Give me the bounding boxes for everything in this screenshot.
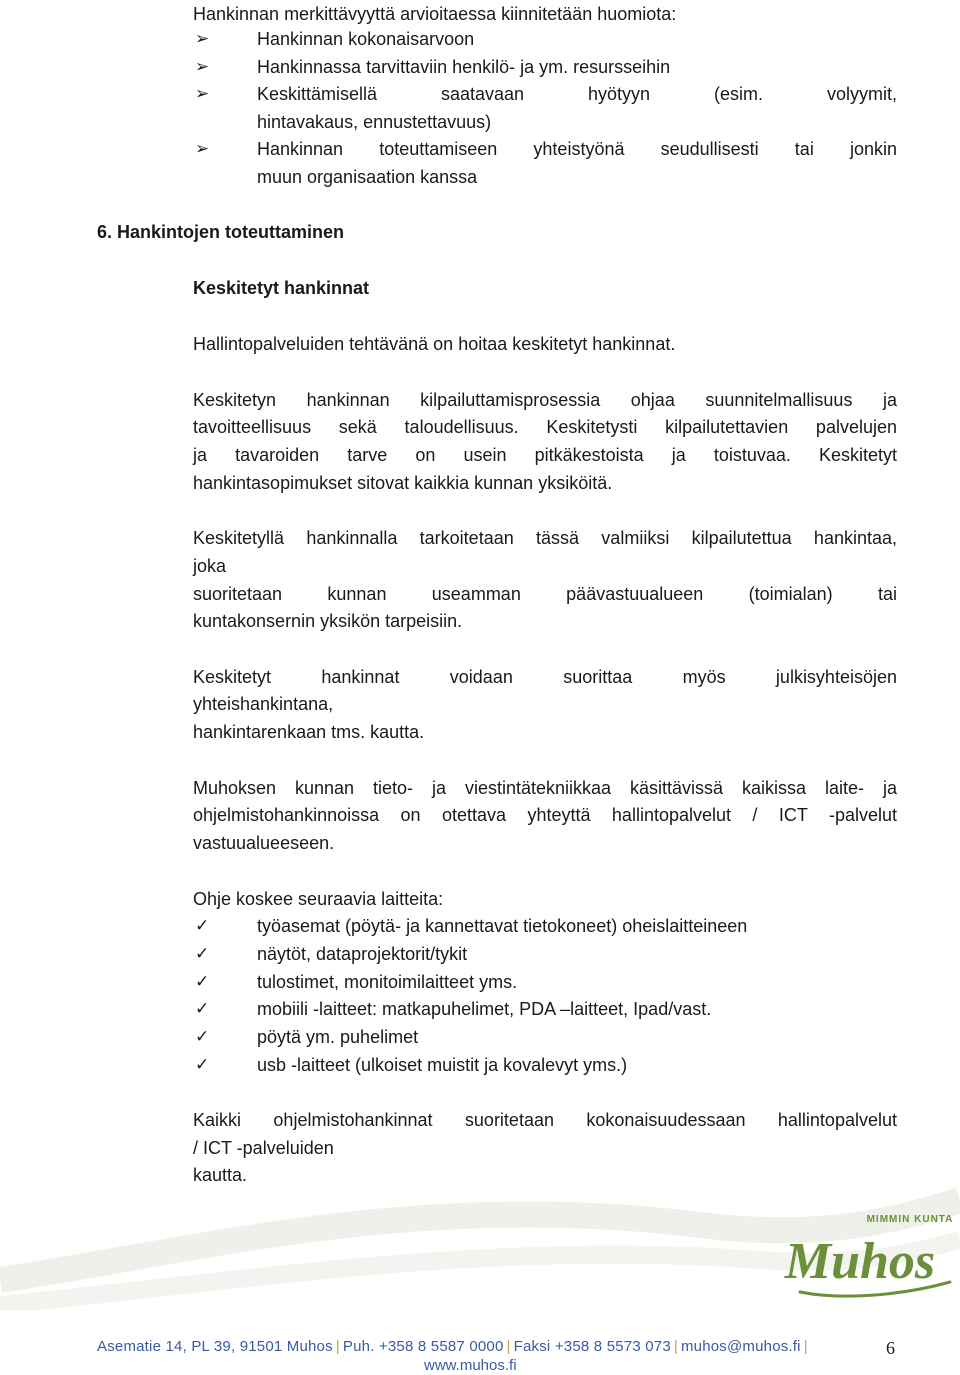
paragraph-line: vastuualueeseen.: [193, 833, 335, 853]
arrow-bullet-icon: ➢: [195, 84, 210, 103]
intro-bullet: ➢ Hankinnan toteuttamiseen yhteistyönä seudullisesti tai jonkin: [195, 139, 897, 159]
muhos-logo: [760, 1200, 960, 1310]
section-heading: 6. Hankintojen toteuttaminen: [97, 222, 345, 242]
arrow-bullet-icon: ➢: [195, 29, 210, 48]
footer-contact-line: Asematie 14, PL 39, 91501 Muhos | Puh. +358 8 5587 0000 | Faksi +358 8 5573 073 | muhos@muhos.fi |: [97, 1338, 808, 1355]
device-list-heading: Ohje koskee seuraavia laitteita:: [193, 889, 444, 909]
intro-heading: Hankinnan merkittävyyttä arvioitaessa kiinnitetään huomiota:: [193, 4, 677, 24]
paragraph-line: hankintasopimukset sitovat kaikkia kunnan yksiköitä.: [193, 473, 613, 493]
page-footer: [0, 1336, 960, 1375]
paragraph-line: / ICT -palveluiden: [193, 1138, 334, 1158]
checkmark-icon: ✓: [195, 944, 210, 963]
paragraph-line: yhteishankintana,: [193, 694, 334, 714]
paragraph-line: Keskitetyt hankinnat voidaan suorittaa myös julkisyhteisöjen: [193, 667, 897, 687]
arrow-bullet-icon: ➢: [195, 139, 210, 158]
footer-phone: Puh. +358 8 5587 0000: [342, 1338, 504, 1355]
paragraph-line: tavoitteellisuus sekä taloudellisuus. Keskitetysti kilpailutettavien palvelujen: [193, 417, 897, 437]
footer-website[interactable]: www.muhos.fi: [424, 1357, 517, 1374]
intro-bullet-continuation: muun organisaation kanssa: [257, 167, 478, 187]
paragraph: Hallintopalveluiden tehtävänä on hoitaa keskitetyt hankinnat.: [193, 334, 676, 354]
checkmark-icon: ✓: [195, 999, 210, 1018]
logo-tagline: MIMMIN KUNTA: [866, 1214, 954, 1225]
paragraph-line: ja tavaroiden tarve on usein pitkäkestoista ja toistuvaa. Keskitetyt: [193, 445, 897, 465]
checkmark-icon: ✓: [195, 916, 210, 935]
paragraph-line: hankintarenkaan tms. kautta.: [193, 722, 425, 742]
paragraph-line: ohjelmistohankinnoissa on otettava yhteyttä hallintopalvelut / ICT -palvelut: [193, 805, 897, 825]
checkmark-icon: ✓: [195, 972, 210, 991]
checkmark-icon: ✓: [195, 1055, 210, 1074]
intro-bullet: ➢ Keskittämisellä saatavaan hyötyyn (esim. volyymit,: [195, 84, 897, 104]
paragraph-line: kautta.: [193, 1165, 248, 1185]
sub-heading: Keskitetyt hankinnat: [193, 278, 370, 298]
paragraph-line: Keskitetyllä hankinnalla tarkoitetaan tässä valmiiksi kilpailutettua hankintaa,: [193, 528, 897, 548]
paragraph-line: joka: [193, 556, 227, 576]
paragraph-line: kuntakonsernin yksikön tarpeisiin.: [193, 611, 463, 631]
paragraph-line: Muhoksen kunnan tieto- ja viestintätekniikkaa käsittävissä kaikissa laite- ja: [193, 778, 897, 798]
footer-address: Asematie 14, PL 39, 91501 Muhos: [97, 1338, 333, 1355]
logo-name: Muhos: [784, 1233, 936, 1290]
checkmark-icon: ✓: [195, 1027, 210, 1046]
paragraph-line: Keskitetyn hankinnan kilpailuttamisprosessia ohjaa suunnitelmallisuus ja: [193, 390, 897, 410]
intro-bullet-continuation: hintavakaus, ennustettavuus): [257, 112, 492, 132]
footer-fax: Faksi +358 8 5573 073: [513, 1338, 671, 1355]
arrow-bullet-icon: ➢: [195, 57, 210, 76]
page-number: 6: [886, 1338, 895, 1358]
paragraph-line: Kaikki ohjelmistohankinnat suoritetaan kokonaisuudessaan hallintopalvelut: [193, 1110, 897, 1130]
paragraph-line: suoritetaan kunnan useamman päävastuualueen (toimialan) tai: [193, 584, 897, 604]
footer-email[interactable]: muhos@muhos.fi: [680, 1338, 801, 1355]
